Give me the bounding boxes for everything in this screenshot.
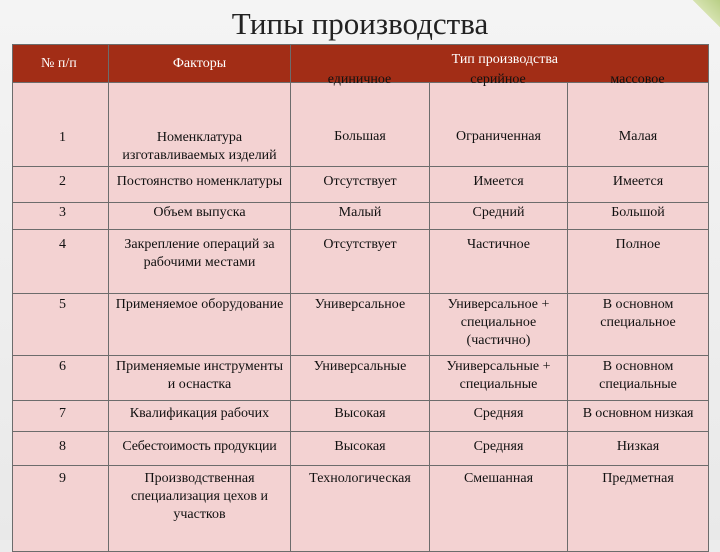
table-row xyxy=(13,167,709,203)
table-row xyxy=(13,230,709,294)
row-serial-value: Средняя xyxy=(430,432,568,466)
row-unit-value: Универсальные xyxy=(291,356,430,401)
header-factors: Факторы xyxy=(109,45,291,83)
row-mass-value: Предметная xyxy=(568,466,709,552)
row-serial-value: Универсальное + специальное (частично) xyxy=(430,294,568,356)
row-unit-value: Универсальное xyxy=(291,294,430,356)
row-factor: Закрепление операций за рабочими местами xyxy=(109,230,291,294)
row-factor: Производственная специализация цехов и участков xyxy=(109,466,291,552)
row-serial-value: Ограниченная xyxy=(430,83,568,167)
row-unit-value: Большая xyxy=(291,83,430,167)
row-factor: Объем выпуска xyxy=(109,203,291,230)
row-mass-value: В основном специальное xyxy=(568,294,709,356)
production-types-table xyxy=(12,44,709,552)
table-row xyxy=(13,356,709,401)
row-factor: Себестоимость продукции xyxy=(109,432,291,466)
row-num: 6 xyxy=(13,356,109,401)
row-mass-value: Имеется xyxy=(568,167,709,203)
header-num: № п/п xyxy=(13,45,109,83)
table-row xyxy=(13,203,709,230)
row-num: 1 xyxy=(13,83,109,167)
table-row xyxy=(13,401,709,432)
table-row xyxy=(13,432,709,466)
row-mass-value: Полное xyxy=(568,230,709,294)
row-serial-value: Универсальные + специальные xyxy=(430,356,568,401)
row-num: 3 xyxy=(13,203,109,230)
row-factor: Квалификация рабочих xyxy=(109,401,291,432)
row-unit-value: Высокая xyxy=(291,432,430,466)
row-mass-value: Малая xyxy=(568,83,709,167)
table-row xyxy=(13,294,709,356)
row-serial-value: Средний xyxy=(430,203,568,230)
row-mass-value: Большой xyxy=(568,203,709,230)
row-serial-value: Средняя xyxy=(430,401,568,432)
row-num: 7 xyxy=(13,401,109,432)
row-unit-value: Отсутствует xyxy=(291,167,430,203)
slide-title: Типы производства xyxy=(231,6,489,41)
row-num: 2 xyxy=(13,167,109,203)
row-serial-value: Частичное xyxy=(430,230,568,294)
row-serial-value: Имеется xyxy=(430,167,568,203)
row-factor: Применяемое оборудование xyxy=(109,294,291,356)
row-unit-value: Малый xyxy=(291,203,430,230)
subheader-unit: единичное xyxy=(327,72,392,87)
row-mass-value: Низкая xyxy=(568,432,709,466)
table-row xyxy=(13,466,709,552)
row-mass-value: В основном специальные xyxy=(568,356,709,401)
row-factor: Номенклатура изготавливаемых изделий xyxy=(109,83,291,167)
subheader-mass: массовое xyxy=(610,72,665,87)
table-row xyxy=(13,83,709,167)
row-mass-value: В основном низкая xyxy=(568,401,709,432)
row-factor: Постоянство номенклатуры xyxy=(109,167,291,203)
row-unit-value: Высокая xyxy=(291,401,430,432)
row-unit-value: Отсутствует xyxy=(291,230,430,294)
row-unit-value: Технологическая xyxy=(291,466,430,552)
row-num: 4 xyxy=(13,230,109,294)
row-factor: Применяемые инструменты и оснастка xyxy=(109,356,291,401)
row-serial-value: Смешанная xyxy=(430,466,568,552)
row-num: 5 xyxy=(13,294,109,356)
header-production-type: Тип производства xyxy=(291,45,709,83)
production-type-subheader xyxy=(290,71,708,89)
row-num: 8 xyxy=(13,432,109,466)
subheader-serial: серийное xyxy=(470,72,526,87)
row-num: 9 xyxy=(13,466,109,552)
